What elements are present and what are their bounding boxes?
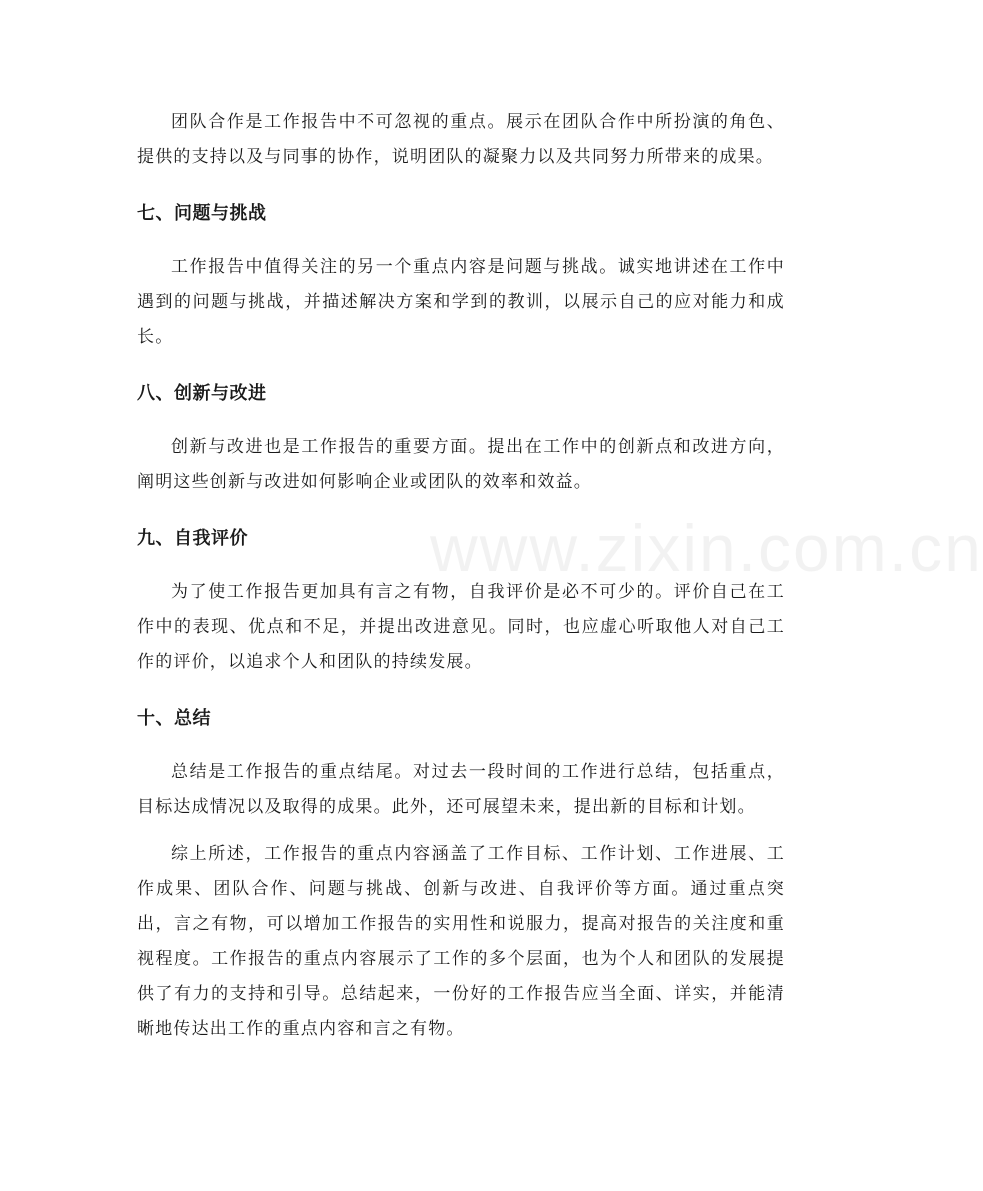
paragraph-innovation-improvement: 创新与改进也是工作报告的重要方面。提出在工作中的创新点和改进方向，阐明这些创新与改进如何影响企业或团队的效率和效益。: [137, 437, 785, 492]
heading-problems-challenges: 七、问题与挑战: [137, 203, 267, 224]
paragraph-problems-challenges: 工作报告中值得关注的另一个重点内容是问题与挑战。诚实地讲述在工作中遇到的问题与挑战，并描述解决方案和学到的教训，以展示自己的应对能力和成长。: [137, 257, 785, 347]
document-page: [137, 0, 785, 1047]
paragraph-summary: 总结是工作报告的重点结尾。对过去一段时间的工作进行总结，包括重点，目标达成情况以及取得的成果。此外，还可展望未来，提出新的目标和计划。: [137, 762, 785, 817]
watermark: www.zixin.com.cn: [430, 511, 983, 585]
heading-summary: 十、总结: [137, 708, 211, 729]
heading-self-evaluation: 九、自我评价: [137, 528, 248, 549]
paragraph-conclusion: 综上所述，工作报告的重点内容涵盖了工作目标、工作计划、工作进展、工作成果、团队合作、问题与挑战、创新与改进、自我评价等方面。通过重点突出，言之有物，可以增加工作报告的实用性和说服力，提高对报告的关注度和重视程度。工作报告的重点内容展示了工作的多个层面，也为个人和团队的发展提供了有力的支持和引导。总结起来，一份好的工作报告应当全面、详实，并能清晰地传达出工作的重点内容和言之有物。: [137, 844, 785, 1039]
paragraph-team-cooperation: 团队合作是工作报告中不可忽视的重点。展示在团队合作中所扮演的角色、提供的支持以及与同事的协作，说明团队的凝聚力以及共同努力所带来的成果。: [137, 112, 785, 167]
paragraph-self-evaluation: 为了使工作报告更加具有言之有物，自我评价是必不可少的。评价自己在工作中的表现、优点和不足，并提出改进意见。同时，也应虚心听取他人对自己工作的评价，以追求个人和团队的持续发展。: [137, 582, 785, 672]
heading-innovation-improvement: 八、创新与改进: [137, 383, 267, 404]
